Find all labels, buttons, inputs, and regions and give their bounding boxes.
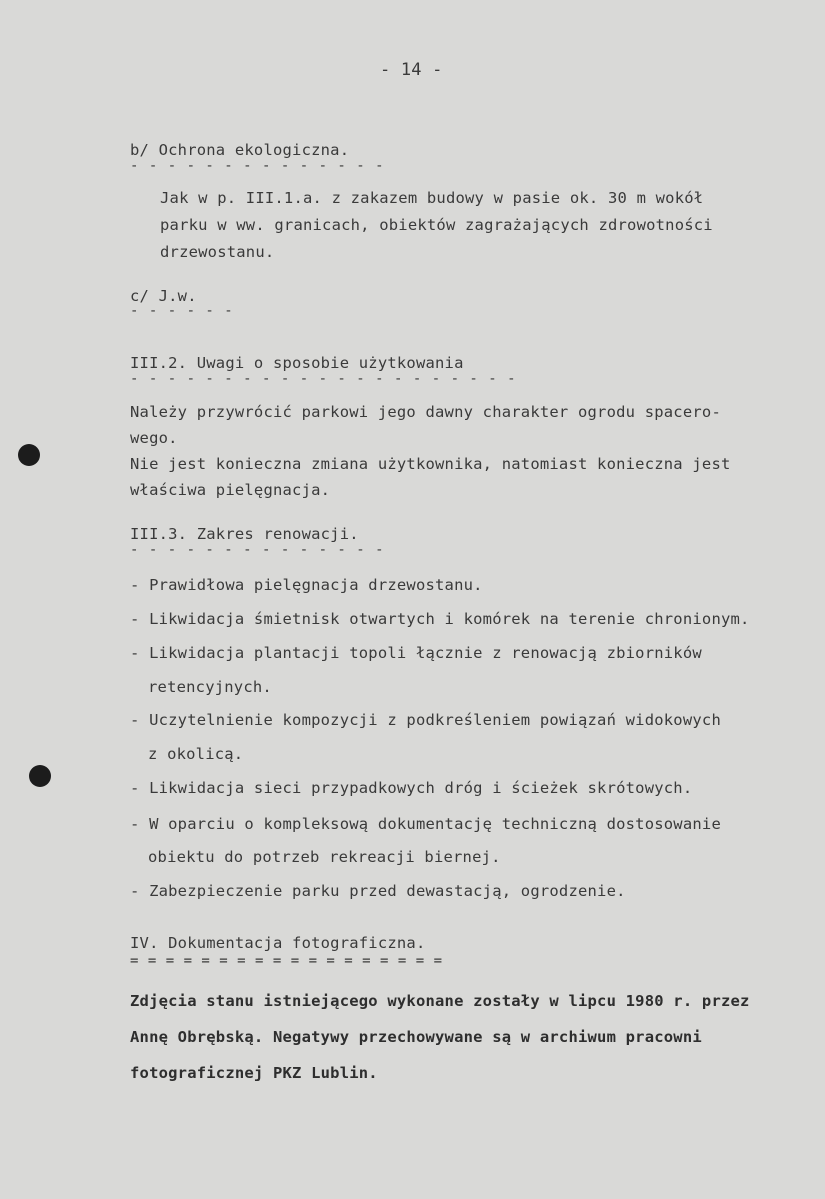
section-iii2-line-3: Nie jest konieczna zmiana użytkownika, natomiast konieczna jest [130,455,731,473]
section-iv-heading: IV. Dokumentacja fotograficzna. [130,934,426,952]
punch-hole-bottom [29,765,51,787]
section-iii3-heading: III.3. Zakres renowacji. [130,525,359,543]
list-item: - Uczytelnienie kompozycji z podkreśleniem powiązań widokowych [130,711,721,729]
punch-hole-top [18,444,40,466]
section-iv-line-3: fotograficznej PKZ Lublin. [130,1064,378,1082]
section-b-heading: b/ Ochrona ekologiczna. [130,141,350,159]
section-c-underline: - - - - - - [130,303,234,319]
section-iv-line-2: Annę Obrębską. Negatywy przechowywane są w archiwum pracowni [130,1028,702,1046]
section-iii2-heading: III.2. Uwagi o sposobie użytkowania [130,354,464,372]
list-item-continuation: retencyjnych. [148,678,272,696]
section-b-line-1: Jak w p. III.1.a. z zakazem budowy w pasie ok. 30 m wokół [160,189,704,207]
section-c-heading: c/ J.w. [130,287,197,305]
page-number: - 14 - [380,60,443,80]
list-item: - Likwidacja plantacji topoli łącznie z renowacją zbiorników [130,644,702,662]
list-item-continuation: obiektu do potrzeb rekreacji biernej. [148,848,501,866]
section-iii3-underline: - - - - - - - - - - - - - - [130,542,385,558]
list-item: - W oparciu o kompleksową dokumentację techniczną dostosowanie [130,815,721,833]
section-iii2-line-4: właściwa pielęgnacja. [130,481,331,499]
list-item: - Zabezpieczenie parku przed dewastacją, ogrodzenie. [130,882,626,900]
section-b-underline: - - - - - - - - - - - - - - [130,158,385,174]
section-iii2-underline: - - - - - - - - - - - - - - - - - - - - - [130,371,517,387]
list-item: - Prawidłowa pielęgnacja drzewostanu. [130,576,483,594]
section-b-line-3: drzewostanu. [160,243,275,261]
section-iv-underline: = = = = = = = = = = = = = = = = = = [130,953,443,969]
list-item-continuation: z okolicą. [148,745,244,763]
list-item: - Likwidacja śmietnisk otwartych i komórek na terenie chronionym. [130,610,750,628]
section-iii2-line-2: wego. [130,429,178,447]
section-b-line-2: parku w ww. granicach, obiektów zagrażających zdrowotności [160,216,713,234]
list-item: - Likwidacja sieci przypadkowych dróg i ścieżek skrótowych. [130,779,693,797]
section-iv-line-1: Zdjęcia stanu istniejącego wykonane zostały w lipcu 1980 r. przez [130,992,750,1010]
section-iii2-line-1: Należy przywrócić parkowi jego dawny charakter ogrodu spacero- [130,403,721,421]
